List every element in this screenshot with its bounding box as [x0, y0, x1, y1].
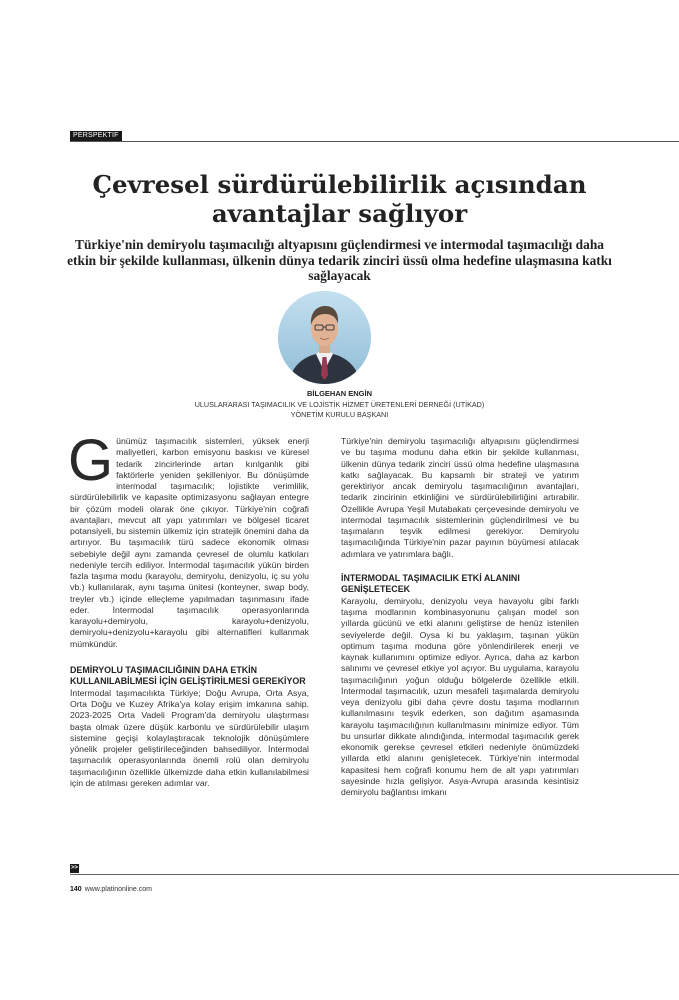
article-subtitle: Türkiye'nin demiryolu taşımacılığı altyapısını güçlendirmesi ve intermodal taşımacılığı daha etkin bir şekilde kullanması, ülkenin dünya tedarik zinciri üssü olma hedefine ulaşmasına katkı sağlayacak [67, 237, 612, 283]
section-paragraph-railway: İntermodal taşımacılıkta Türkiye; Doğu Avrupa, Orta Asya, Orta Doğu ve Kuzey Afrika'ya kolay erişim imkanına sahip. 2023-2025 Orta Vadeli Program'da demiryolu ulaştırması başta olmak üzere düşük karbonlu ve sürdürülebilir ulaşım sistemine geçişi kolaylaştıracak teknolojik dönüşümlere yönelik projeler geliştirileceğinden bahsediliyor. İntermodal taşımacılık operasyonlarında önemli rolü olan demiryolu taşımacılığının özellikle ülkemizde daha etkin kullanılabilmesi için de atılması gereken adımlar var. [70, 687, 309, 788]
footer-divider [70, 874, 679, 875]
left-column [68, 428, 309, 789]
article-title: Çevresel sürdürülebilirlik açısından avantajlar sağlıyor [92, 170, 587, 228]
page-footer [70, 886, 152, 893]
intro-text: ünümüz taşımacılık sistemleri, yüksek enerji maliyetleri, karbon emisyonu baskısı ve küresel tedarik zincirlerinde artan kırılganlık gibi faktörlerle yeniden şekilleniyor. Bu dönüşümde intermodal taşımacılık; lojistikte verimlilik, sürdürülebilirlik ve kapasite optimizasyonu sağlayan entegre bir çözüm modeli olarak öne çıkıyor. Türkiye'nin coğrafi avantajları, mevcut alt yapı yatırımları ve bölgesel ticaret potansiyeli, bu sistemin ülkemiz için stratejik önemini daha da artırıyor. Bu taşımacılık türü sadece ekonomik olması sebebiyle değil aynı zamanda çevresel de olumlu katkıları nedeniyle tercih ediliyor. İntermodal taşımacılık yükün birden fazla taşıma modu (karayolu, demiryolu, denizyolu, iç su yolu vb.) kullanılarak, aynı taşıma ünitesi (konteyner, swap body, treyler vb.) içinde elleçleme yapılmadan taşınmasını ifade eder. İntermodal taşımacılık operasyonlarında karayolu+demiryolu, karayolu+denizyolu, demiryolu+denizyolu+karayolu gibi alternatifleri kullanmak mümkündür. [70, 436, 309, 649]
right-intro-paragraph: Türkiye'nin demiryolu taşımacılığı altyapısını güçlendirmesi ve bu taşıma modunu daha etkin bir şekilde kullanması, ülkenin dünya tedarik zinciri üssü olma hedefine ulaşmasına katkı sağlayacak. Bu kapsamlı bir strateji ve yatırım gerektiriyor ancak demiryolu taşımacılığının avantajları, tedarik zincirinin etkinliğini ve sürdürülebilirliğini artırabilir. Özellikle Avrupa Yeşil Mutabakatı çerçevesinde demiryolu ve intermodal taşımacılık sistemlerinin güçlendirilmesi ve bu taşımaların teşvik edilmesi gerekiyor. Demiryolu taşımacılığında Türkiye'nin pazar payının büyümesi atılacak adımlara ve yatırımlara bağlı. [341, 436, 579, 559]
author-name: BİLGEHAN ENGİN [306, 389, 372, 398]
author-organization: ULUSLARARASI TAŞIMACILIK VE LOJİSTİK HİZMET ÜRETENLERİ DERNEĞİ (UTİKAD) [194, 400, 485, 409]
right-column [341, 436, 579, 798]
section-heading-railway: DEMİRYOLU TAŞIMACILIĞININ DAHA ETKİN KULLANILABİLMESİ İÇİN GELİŞTİRİLMESİ GEREKİYOR [70, 664, 306, 687]
intro-paragraph [68, 428, 309, 650]
continue-marker: >> [70, 865, 78, 871]
page-number: 140 [70, 886, 82, 893]
section-paragraph-intermodal: Karayolu, demiryolu, denizyolu veya havayolu gibi farklı taşıma modlarının kombinasyonunu çalışan model son yıllarda gücünü ve etki alanını geliştirse de henüz istenilen seviyelerde değil. Oysa ki bu yaklaşım, taşınan yükün optimum taşıma moduna göre yönlendirilerek enerji ve kaynak kullanımını optimize ediyor. Ayrıca, daha az karbon salınımı ve çevresel etkiye yol açıyor. Bu uygulama, karayolu taşımacılığının yoğun olduğu bölgelerde özellikle etkili. İntermodal taşımacılık, uzun mesafeli taşımalarda demiryolu veya denizyolu gibi daha çevre dostu taşıma modlarının kullanılmasını teşvik ederken, son dağıtım aşamasında karayolu taşımacılığının kullanılmasını minimize ediyor. Tüm bu unsurlar dikkate alındığında, intermodal taşımacılık gerek ekonomik gerekse çevresel etkileri nedeniyle önümüzdeki yıllarda etki alanını genişletecek. Türkiye'nin intermodal kapasitesi hem coğrafi konumu hem de alt yapı yatırımları sayesinde hızla gelişiyor. Asya-Avrupa arasında kesintisiz demiryolu bağlantısı imkanı [341, 595, 579, 797]
section-tag: PERSPEKTİF [70, 131, 122, 141]
author-portrait [278, 291, 371, 384]
author-role: YÖNETİM KURULU BAŞKANI [290, 410, 389, 419]
section-heading-intermodal: İNTERMODAL TAŞIMACILIK ETKİ ALANINI GENİŞLETECEK [341, 572, 520, 595]
drop-cap: G [68, 428, 114, 493]
website-link[interactable]: www.platinonline.com [84, 886, 152, 893]
header-divider [70, 141, 679, 142]
